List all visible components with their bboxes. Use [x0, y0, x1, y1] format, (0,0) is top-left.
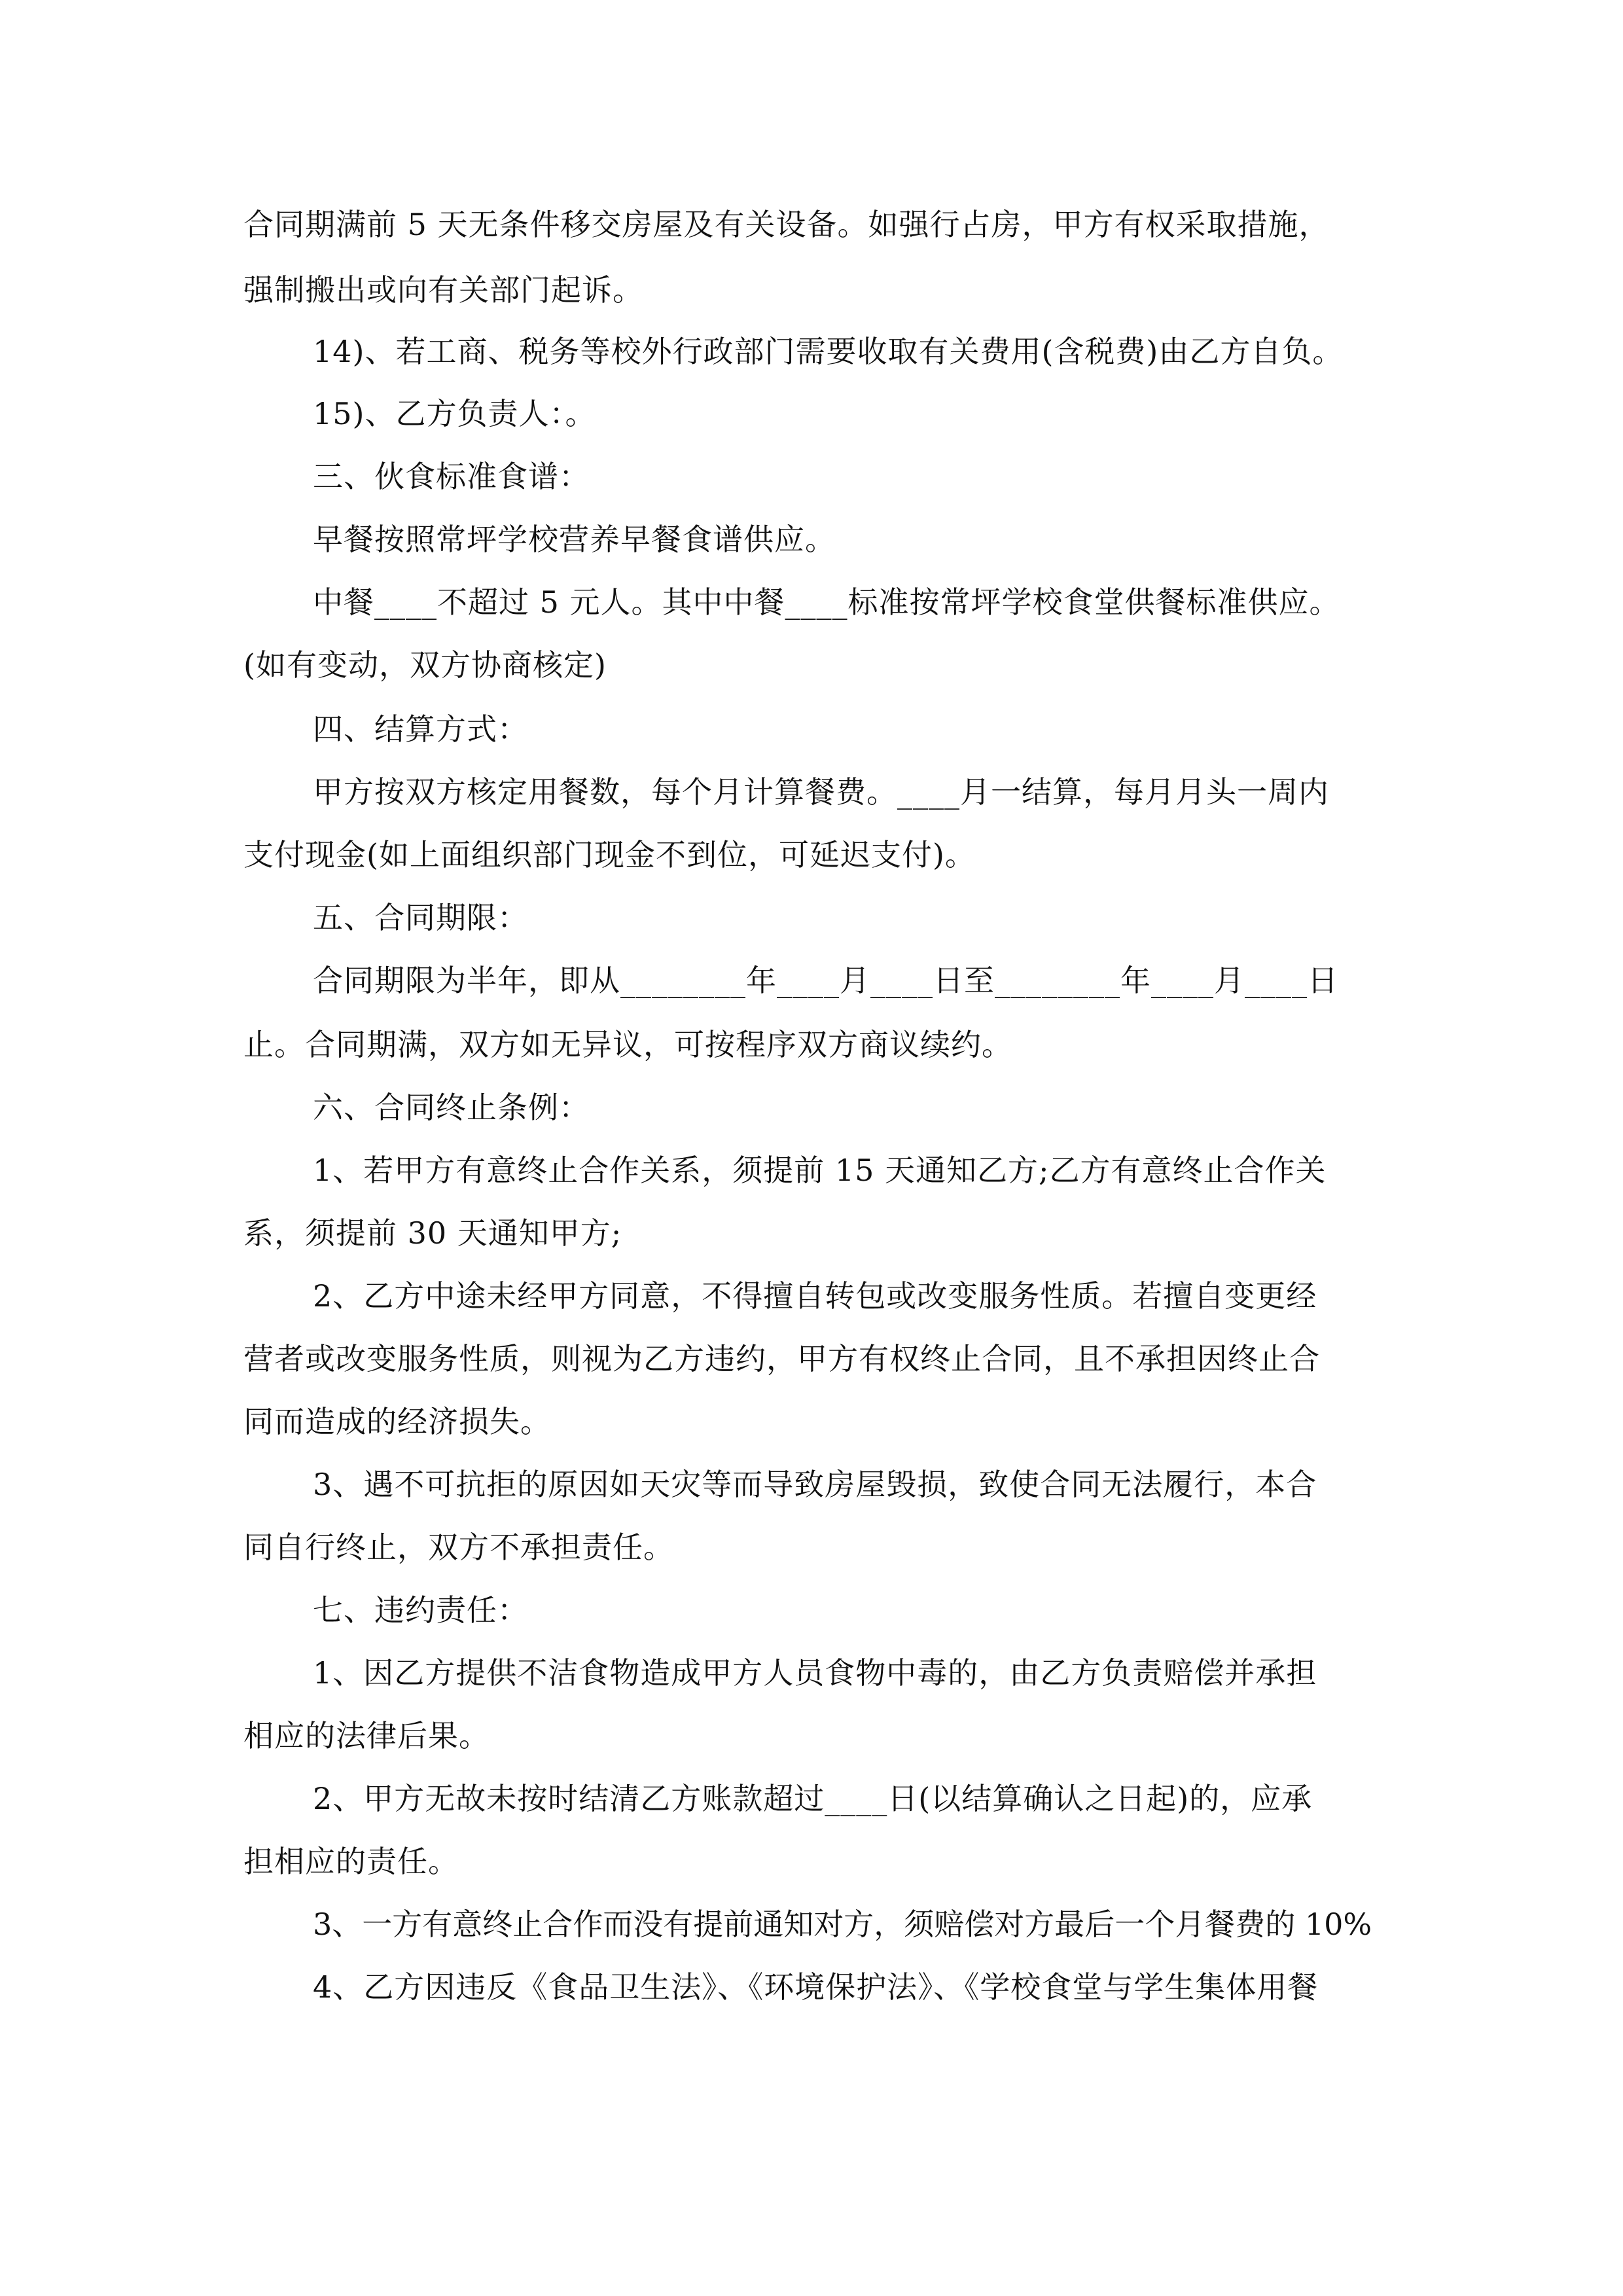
- text-line: 3、遇不可抗拒的原因如天灾等而导致房屋毁损，致使合同无法履行，本合: [313, 1467, 1317, 1502]
- text-line: 合同期限为半年，即从________年____月____日至________年____月____日: [313, 963, 1338, 998]
- text-line: 15)、乙方负责人：。: [313, 396, 596, 431]
- text-line: 止。合同期满，双方如无异议，可按程序双方商议续约。: [243, 1027, 1012, 1062]
- text-line: 同自行终止，双方不承担责任。: [243, 1530, 674, 1565]
- text-line: 担相应的责任。: [243, 1844, 459, 1879]
- text-line: 4、乙方因违反《食品卫生法》、《环境保护法》、《学校食堂与学生集体用餐: [313, 1969, 1319, 2005]
- text-line: 支付现金(如上面组织部门现金不到位，可延迟支付)。: [243, 837, 976, 872]
- text-line: 营者或改变服务性质，则视为乙方违约，甲方有权终止合同，且不承担因终止合: [243, 1341, 1320, 1376]
- section-heading: 六、合同终止条例：: [313, 1090, 590, 1125]
- text-line: 2、甲方无故未按时结清乙方账款超过____日(以结算确认之日起)的，应承: [313, 1781, 1313, 1816]
- text-line: 1、因乙方提供不洁食物造成甲方人员食物中毒的，由乙方负责赔偿并承担: [313, 1655, 1317, 1691]
- text-line: 甲方按双方核定用餐数，每个月计算餐费。____月一结算，每月月头一周内: [313, 774, 1329, 810]
- text-line: 相应的法律后果。: [243, 1718, 490, 1753]
- text-line: 系，须提前 30 天通知甲方;: [243, 1215, 622, 1251]
- section-heading: 三、伙食标准食谱：: [313, 459, 590, 494]
- section-heading: 五、合同期限：: [313, 900, 528, 935]
- text-line: 1、若甲方有意终止合作关系，须提前 15 天通知乙方;乙方有意终止合作关: [313, 1153, 1327, 1188]
- section-heading: 四、结算方式：: [313, 711, 528, 747]
- text-line: (如有变动，双方协商核定): [243, 647, 607, 683]
- text-line: 早餐按照常坪学校营养早餐食谱供应。: [313, 522, 836, 557]
- text-line: 3、一方有意终止合作而没有提前通知对方，须赔偿对方最后一个月餐费的 10%: [313, 1907, 1372, 1942]
- text-line: 同而造成的经济损失。: [243, 1404, 551, 1439]
- section-heading: 七、违约责任：: [313, 1592, 528, 1628]
- text-line: 强制搬出或向有关部门起诉。: [243, 272, 643, 308]
- text-line: 2、乙方中途未经甲方同意，不得擅自转包或改变服务性质。若擅自变更经: [313, 1278, 1317, 1314]
- text-line: 中餐____不超过 5 元人。其中中餐____标准按常坪学校食堂供餐标准供应。: [313, 584, 1340, 620]
- text-line: 合同期满前 5 天无条件移交房屋及有关设备。如强行占房，甲方有权采取措施，: [243, 207, 1330, 242]
- text-line: 14)、若工商、税务等校外行政部门需要收取有关费用(含税费)由乙方自负。: [313, 334, 1344, 369]
